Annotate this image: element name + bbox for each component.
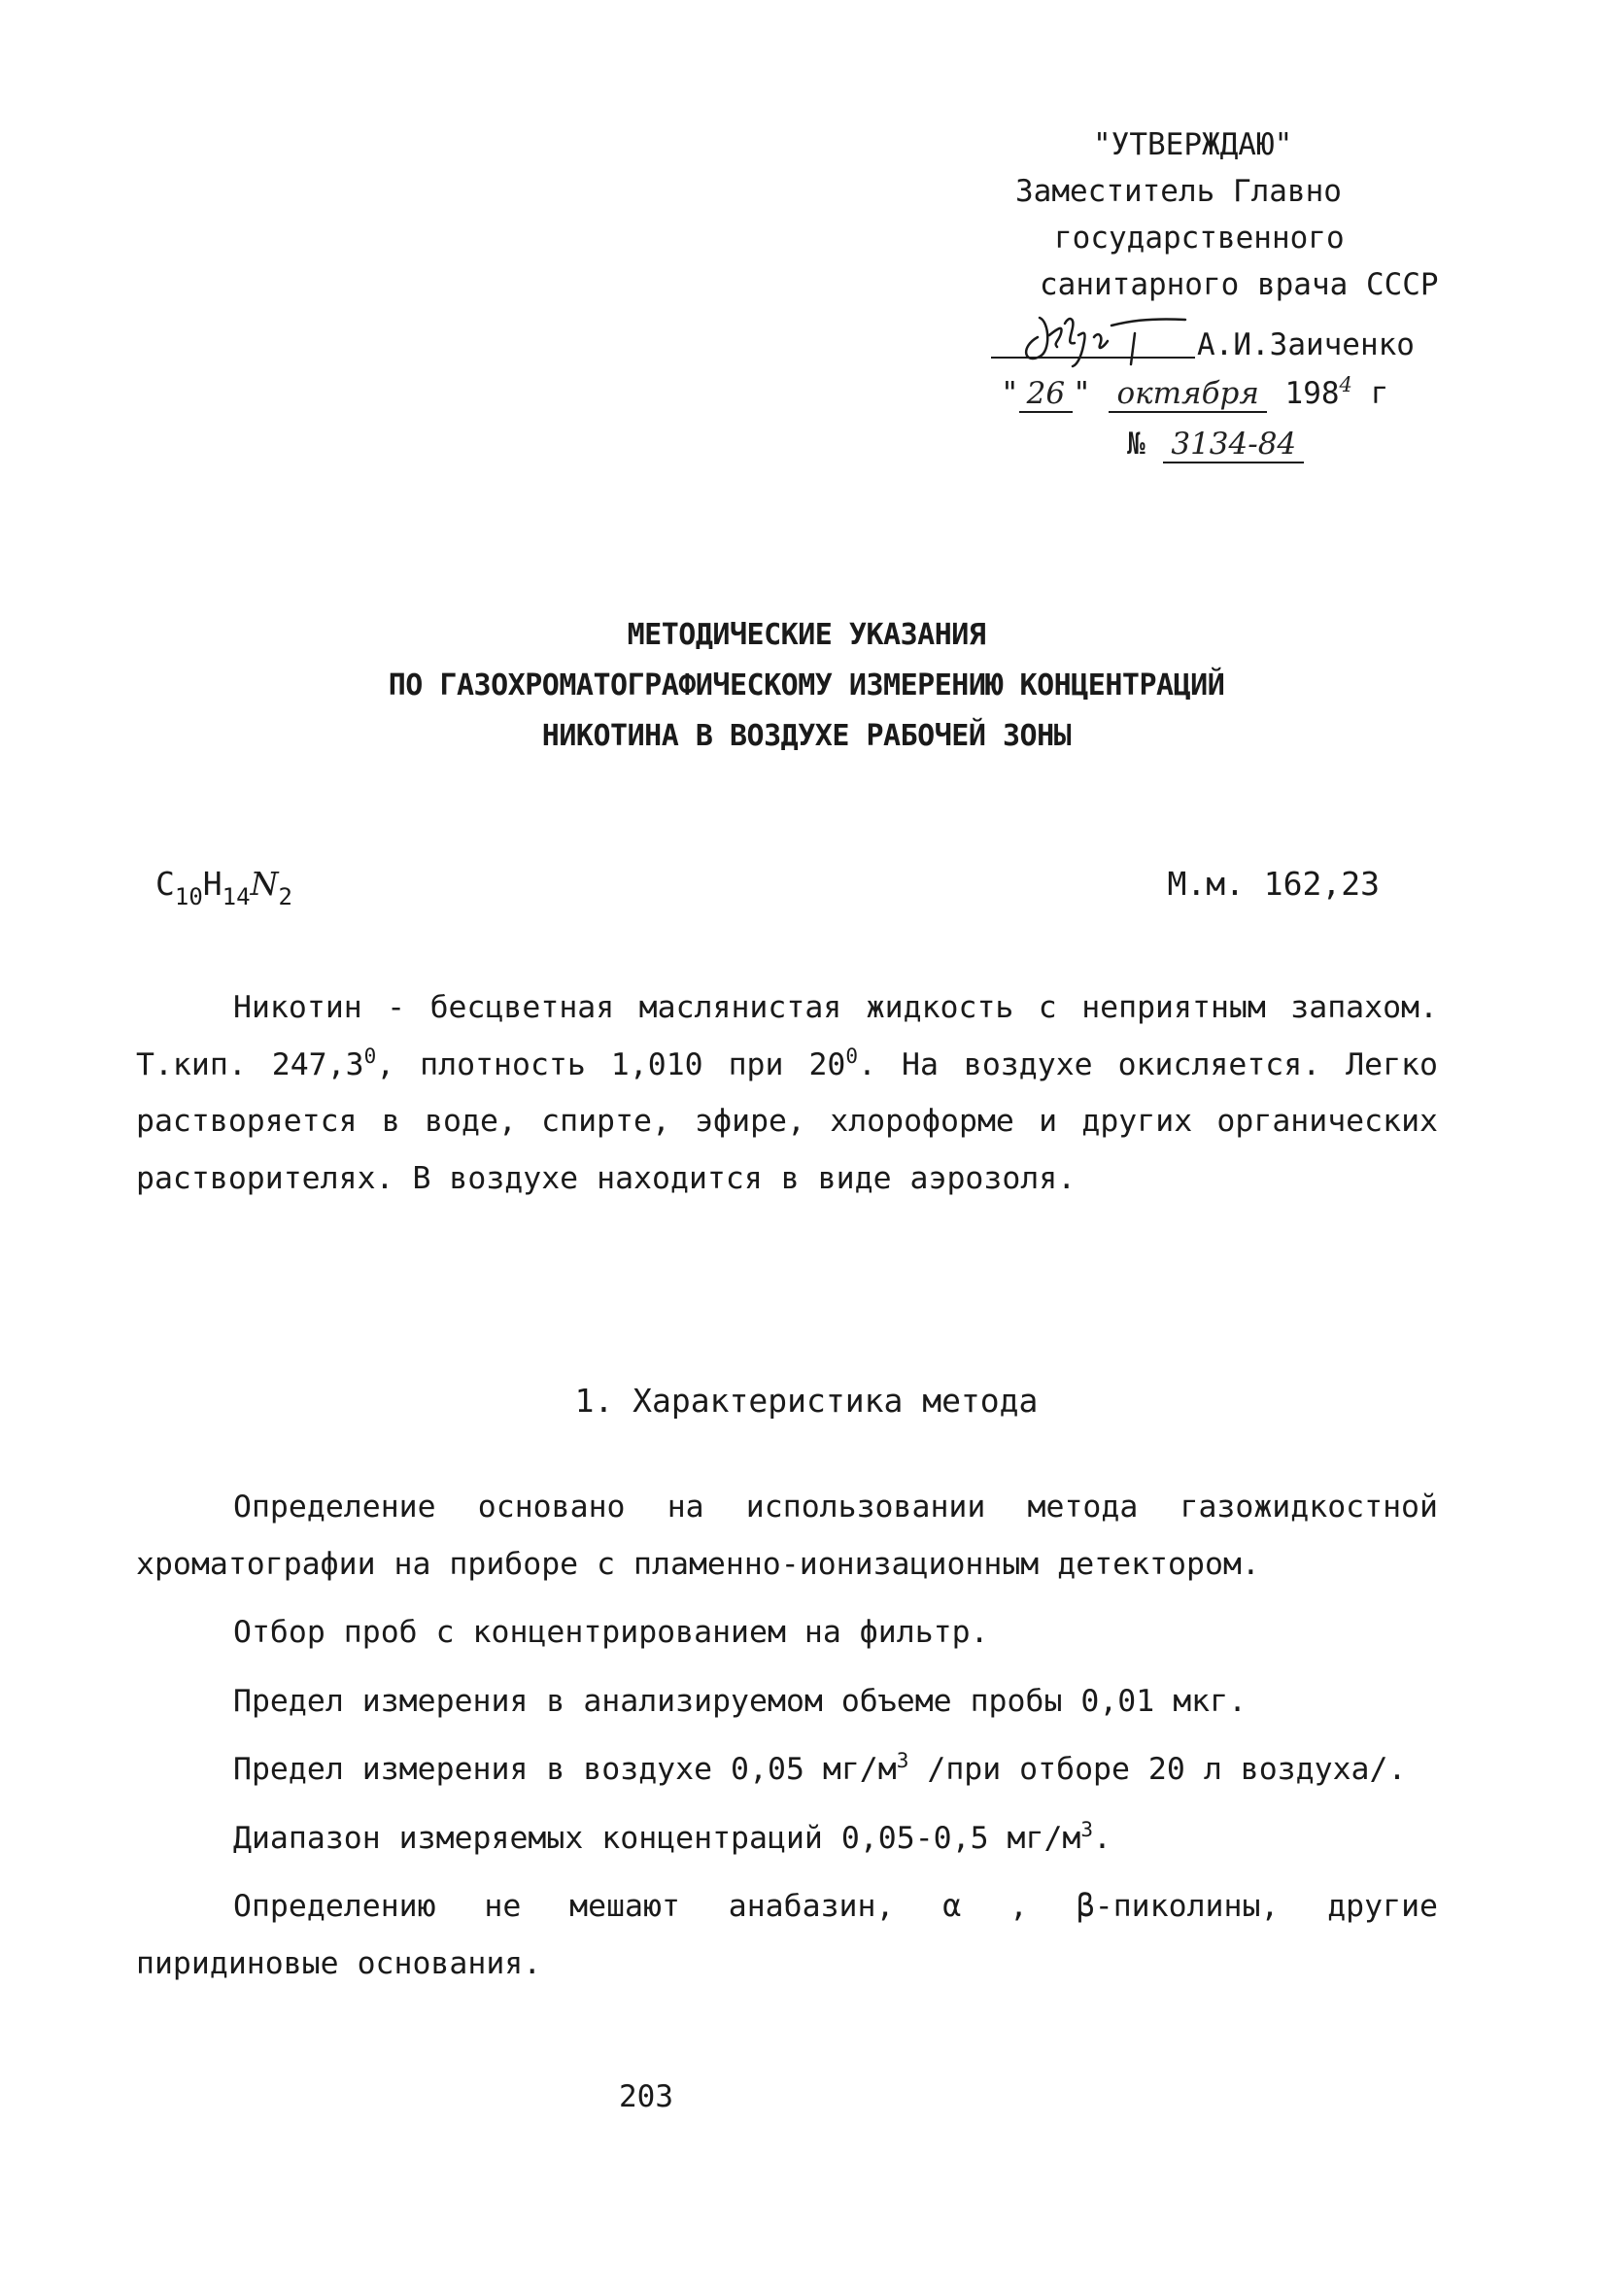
concentration-range-end: . [1093,1820,1111,1856]
formula-row [155,865,1380,923]
page-number: 203 [619,2079,673,2114]
molar-mass: М.м. 162,23 [1167,865,1380,903]
date-year-digit: 4 [1339,373,1352,396]
cubic-sup: 3 [896,1749,909,1772]
intro-part-1: Никотин - бесцветная маслянистая жидкость с неприятным запахом. Т.кип. 247,3 [136,990,1438,1082]
method-basis: Определение основано на использовании метода газожидкостной хроматографии на приборе с пламенно-ионизационным детектором. [136,1490,1438,1582]
concentration-range-text: Диапазон измеряемых концентраций 0,05-0,5 мг/м [233,1820,1081,1856]
intro-part-2: , плотность 1,010 при 20 [376,1046,846,1082]
date-month: октября [1109,376,1266,413]
formula-c-sub: 10 [174,883,203,910]
detection-limit-air [136,1741,1438,1799]
approval-position-2: государственного [1054,221,1345,256]
date-year-prefix: 198 [1284,376,1340,411]
chemical-formula [155,865,292,910]
concentration-range [136,1810,1438,1868]
signature-underline [991,357,1195,359]
intro-paragraph [136,979,1438,1218]
date-day: 26 [1019,376,1073,413]
formula-n-sub: 2 [278,883,292,910]
cubic-sup-2: 3 [1080,1817,1094,1841]
approval-block [972,121,1477,467]
formula-c: C [155,865,175,903]
detection-limit-sample: Предел измерения в анализируемом объеме пробы 0,01 мкг. [233,1683,1248,1719]
detection-limit-air-text-2: /при отборе 20 л воздуха/. [908,1752,1407,1787]
document-title [194,610,1419,762]
signatory-name: А.И.Заиченко [1197,327,1415,362]
detection-limit-air-text: Предел измерения в воздухе 0,05 мг/м [233,1752,897,1787]
sampling-text: Отбор проб с концентрированием на фильтр. [233,1615,989,1650]
interference-note: Определению не мешают анабазин, α , β-пиколины, другие пиридиновые основания. [136,1889,1438,1981]
degree-mark: 0 [363,1044,377,1068]
section-heading: 1. Характеристика метода [574,1382,1039,1420]
title-line-1: МЕТОДИЧЕСКИЕ УКАЗАНИЯ [627,618,986,652]
intro-part-3: . На воздухе окисляется. Легко растворяется в воде, спирте, эфире, хлороформе и других органических растворителях. В воздухе находится в виде аэрозоля. [136,1046,1438,1196]
date-close-quote: " [1073,376,1091,411]
approval-position: Заместитель Главно [1015,174,1342,209]
signature-row [972,308,1477,370]
formula-h: H [202,865,222,903]
approval-date [972,370,1477,421]
approval-position-3: санитарного врача СССР [1040,267,1439,302]
date-open-quote: " [1001,376,1019,411]
approval-heading: "УТВЕРЖДАЮ" [1093,127,1293,162]
date-suffix: г [1370,376,1389,411]
intro-text [136,979,1438,1207]
degree-mark-2: 0 [845,1044,859,1068]
title-line-3: НИКОТИНА В ВОЗДУХЕ РАБОЧЕЙ ЗОНЫ [541,719,1072,753]
handwritten-signature [1010,308,1195,368]
section-body [136,1479,1438,2004]
number-value: 3134-84 [1163,427,1304,463]
title-line-2: ПО ГАЗОХРОМАТОГРАФИЧЕСКОМУ ИЗМЕРЕНИЮ КОНЦЕНТРАЦИЙ [388,668,1225,703]
formula-n: N [250,865,279,903]
approval-number [972,421,1477,467]
formula-h-sub: 14 [222,883,251,910]
number-sign: № [1127,427,1145,462]
